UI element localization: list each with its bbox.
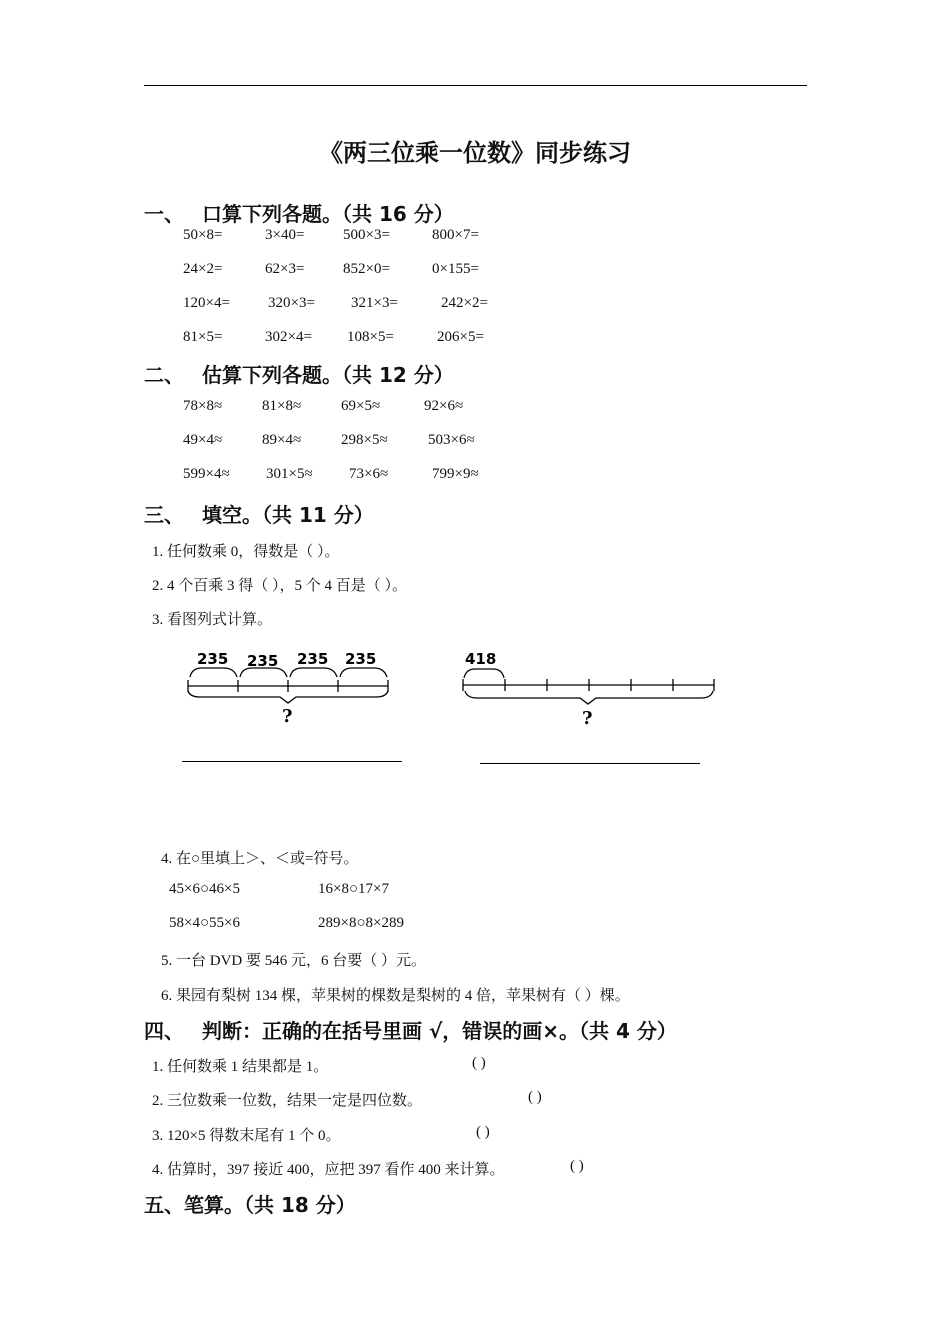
diagram-1 [180,640,400,730]
s1-r4c3: 108×5= [347,329,394,345]
s4-paren-2[interactable]: ( ) [528,1089,542,1105]
section-3-heading [144,499,374,528]
diagram-2-top-brace [464,669,504,678]
s1-r3c1: 120×4= [183,295,230,311]
diagram-1-label-4: 235 [345,650,377,668]
s2-r2c1: 49×4≈ [183,432,223,448]
s3-item-1: 1. 任何数乘 0，得数是（ ）。 [152,544,340,560]
s1-r1c2: 3×40= [265,227,305,243]
diagram-2-label: 418 [465,650,497,668]
s3-item-6: 6. 果园有梨树 134 棵，苹果树的棵数是梨树的 4 倍，苹果树有（ ）棵。 [161,988,630,1004]
diagram-1-top-brace [190,668,237,677]
s1-r2c3: 852×0= [343,261,390,277]
s1-r1c1: 50×8= [183,227,223,243]
diagram-1-top-brace [340,668,387,677]
s4-item-4: 4. 估算时，397 接近 400，应把 397 看作 400 来计算。 [152,1162,505,1178]
diagram-1-bottom-brace [188,691,388,703]
s4-item-3: 3. 120×5 得数末尾有 1 个 0。 [152,1128,341,1144]
s4-paren-3[interactable]: ( ) [476,1124,490,1140]
s3-compare-title: 4. 在○里填上＞、＜或=符号。 [161,851,359,867]
s1-r3c2: 320×3= [268,295,315,311]
s3-item-5: 5. 一台 DVD 要 546 元，6 台要（ ）元。 [161,953,426,969]
s3-item-2: 2. 4 个百乘 3 得（ ），5 个 4 百是（ ）。 [152,578,408,594]
section-4-number: 四、 [144,1019,184,1043]
s2-r3c2: 301×5≈ [266,466,313,482]
compare-4[interactable]: 289×8○8×289 [318,915,404,931]
s2-r2c3: 298×5≈ [341,432,388,448]
diagram-1-label-2: 235 [247,652,279,670]
header-rule [144,85,807,86]
s1-r2c1: 24×2= [183,261,223,277]
s2-r3c1: 599×4≈ [183,466,230,482]
s4-paren-4[interactable]: ( ) [570,1158,584,1174]
diagram-2 [455,640,725,735]
section-1-number: 一、 [144,202,184,226]
s4-item-2: 2. 三位数乘一位数，结果一定是四位数。 [152,1093,423,1109]
diagram-1-label-1: 235 [197,650,229,668]
s1-r2c2: 62×3= [265,261,305,277]
section-2-title: 估算下列各题。（共 12 分） [202,363,454,387]
diagram-2-bottom-brace [465,691,713,704]
s4-paren-1[interactable]: ( ) [472,1055,486,1071]
s2-r1c1: 78×8≈ [183,398,223,414]
s1-r4c2: 302×4= [265,329,312,345]
answer-line-1[interactable] [182,761,402,762]
section-4-heading [144,1015,677,1044]
section-5-heading: 五、笔算。（共 18 分） [144,1193,356,1217]
s2-r2c2: 89×4≈ [262,432,302,448]
section-4-title: 判断：正确的在括号里画 √，错误的画×。（共 4 分） [202,1019,677,1043]
s2-r3c3: 73×6≈ [349,466,389,482]
s1-r1c4: 800×7= [432,227,479,243]
section-1-heading [144,198,454,227]
s1-r2c4: 0×155= [432,261,479,277]
diagram-2-question: ? [582,708,593,729]
s1-r1c3: 500×3= [343,227,390,243]
section-3-number: 三、 [144,503,184,527]
answer-line-2[interactable] [480,763,700,764]
s1-r3c3: 321×3= [351,295,398,311]
s2-r1c4: 92×6≈ [424,398,464,414]
compare-2[interactable]: 16×8○17×7 [318,881,389,897]
s1-r4c1: 81×5= [183,329,223,345]
s4-item-1: 1. 任何数乘 1 结果都是 1。 [152,1059,329,1075]
s1-r4c4: 206×5= [437,329,484,345]
diagram-1-top-brace [290,668,337,677]
page-title: 《两三位乘一位数》同步练习 [319,139,631,167]
section-3-title: 填空。（共 11 分） [202,503,374,527]
diagram-1-question: ? [282,706,293,727]
s1-r3c4: 242×2= [441,295,488,311]
s2-r1c3: 69×5≈ [341,398,381,414]
s2-r2c4: 503×6≈ [428,432,475,448]
section-1-title: 口算下列各题。（共 16 分） [202,202,454,226]
section-2-number: 二、 [144,363,184,387]
compare-3[interactable]: 58×4○55×6 [169,915,240,931]
section-2-heading [144,359,454,388]
s3-item-3: 3. 看图列式计算。 [152,612,273,628]
s2-r3c4: 799×9≈ [432,466,479,482]
compare-1[interactable]: 45×6○46×5 [169,881,240,897]
diagram-1-label-3: 235 [297,650,329,668]
s2-r1c2: 81×8≈ [262,398,302,414]
